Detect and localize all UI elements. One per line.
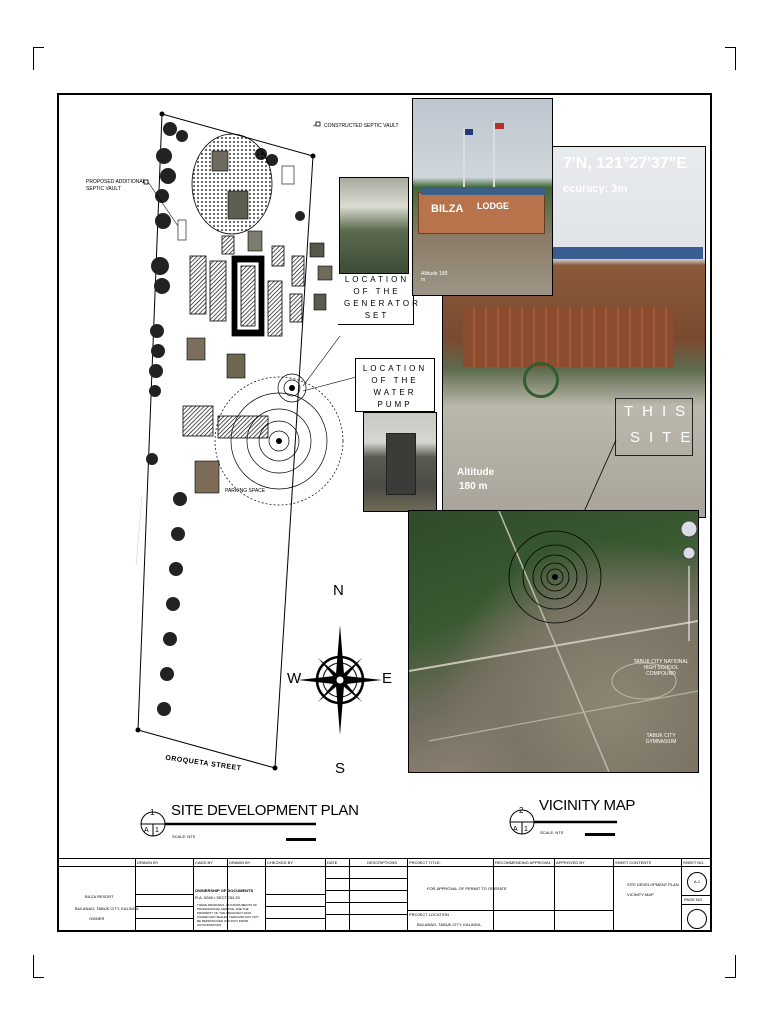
site-plan-scale: SCALE: NTS: [172, 834, 196, 839]
proposed-septic-label-1: PROPOSED ADDITIONAL: [86, 179, 146, 185]
tb-recommending: RECOMMENDING APPROVAL: [495, 860, 551, 865]
tb-cadd-by: CADD BY: [195, 860, 213, 865]
vicinity-title: VICINITY MAP: [539, 797, 636, 814]
compass-south: S: [335, 760, 346, 777]
altitude-value: 180 m: [459, 481, 488, 492]
vicinity-sheet-letter: A: [513, 826, 518, 833]
tb-date: DATE: [327, 860, 338, 865]
constructed-septic-label: CONSTRUCTED SEPTIC VAULT: [324, 123, 399, 129]
this-site-line2: SITE: [630, 429, 700, 446]
street-label: OROQUETA STREET: [164, 754, 242, 773]
tb-approved-by: APPROVED BY: [556, 860, 585, 865]
vicinity-scale-bar: [585, 833, 615, 836]
tb-project-value: FOR APPROVAL OF PERMIT TO OPERATE: [427, 886, 507, 891]
vicinity-map: [408, 510, 699, 773]
tb-ownership-ra: R.A. 9266 • SECTION 33: [195, 895, 240, 900]
coord-overlay: 7'N, 121°27'37"E: [563, 155, 687, 172]
crop-mark-bottom-left: [33, 955, 44, 978]
compass-north: N: [333, 582, 344, 599]
altitude-label: Altitude: [457, 467, 495, 478]
buildings: [183, 236, 304, 438]
title-block: [57, 858, 712, 932]
site-plan-scale-bar: [286, 838, 316, 841]
tb-drawn-by: DRAWN BY: [137, 860, 159, 865]
crop-mark-bottom-right: [725, 955, 736, 978]
site-plan-sheet-no: 1: [155, 827, 159, 834]
lodge-sign-lodge: LODGE: [477, 201, 510, 211]
tb-drawn-by-2: DRAWN BY: [229, 860, 251, 865]
generator-callout-box: [338, 270, 421, 325]
tb-page-no-label: PAGE NO.: [684, 897, 704, 902]
gym-label: TABUK CITY GYMNASIUM: [645, 733, 677, 745]
lodge-altitude: Altitude 180 m: [421, 271, 448, 283]
accuracy-overlay: ccuracy: 3m: [563, 183, 628, 195]
tb-ownership-heading: OWNERSHIP OF DOCUMENTS: [195, 888, 254, 893]
crop-mark-top-right: [725, 47, 736, 70]
tb-project-location-value: BULANAO, TABUK CITY, KALINGA: [417, 922, 481, 927]
site-plan-number: 1: [150, 808, 155, 817]
generator-photo: [339, 177, 409, 274]
crop-mark-top-left: [33, 47, 44, 70]
proposed-septic-label-2: SEPTIC VAULT: [86, 186, 121, 192]
tb-project-location: PROJECT LOCATION: [409, 912, 449, 917]
tb-owner-address: BULANAO, TABUK CITY, KALINGA: [75, 906, 139, 911]
tb-project-title: PROJECT TITLE:: [409, 860, 441, 865]
compass-east: E: [382, 670, 393, 687]
this-site-line1: THIS: [624, 403, 695, 420]
water-pump-photo: [363, 412, 437, 512]
lodge-sign-bilza: BILZA: [431, 203, 464, 215]
parking-label: PARKING SPACE: [225, 488, 266, 494]
tb-contents-1: SITE DEVELOPMENT PLAN: [627, 882, 679, 887]
tb-sheet-no-label: SHEET NO.: [683, 860, 705, 865]
tb-owner-label: OWNER: [89, 916, 105, 921]
school-label: TABUK CITY NATIONAL HIGH SCHOOL COMPOUND: [633, 659, 689, 677]
lodge-photo: [412, 98, 553, 296]
water-pump-callout-label: LOCATION OF THE WATER PUMP: [362, 364, 428, 409]
tb-owner-name: BILZA RESORT: [85, 894, 114, 899]
tb-sheet-no-value: A-1: [687, 872, 707, 892]
vicinity-scale: SCALE: NTS: [540, 830, 564, 835]
tb-contents-2: VICINITY MAP: [627, 892, 654, 897]
tb-checked-by: CHECKED BY: [267, 860, 294, 865]
site-plan-title: SITE DEVELOPMENT PLAN: [171, 802, 359, 819]
vicinity-number: 2: [519, 806, 524, 815]
generator-callout-label: LOCATION OF THE GENERATOR SET: [344, 275, 421, 320]
tb-descriptions: DESCRIPTIONS: [367, 860, 398, 865]
compass-rose: [298, 625, 382, 735]
water-pump-callout-box: [355, 358, 435, 412]
tb-page-no-circle: [687, 909, 707, 929]
compass-west: W: [287, 670, 302, 687]
tb-ownership-text: THESE DRAWINGS, AS INSTRUMENTS OF PROFESSIONAL SERVICE, ARE THE PROPERTY OF THE ARCHITECT WHO SIGNED AND SEALED THEM AND MAY NOT BE REPRODUCED WITHOUT PRIOR AUTHORIZATION: [197, 903, 259, 927]
tb-sheet-contents: SHEET CONTENTS: [615, 860, 652, 865]
site-plan-sheet-letter: A: [144, 827, 149, 834]
vicinity-sheet-no: 1: [524, 826, 528, 833]
